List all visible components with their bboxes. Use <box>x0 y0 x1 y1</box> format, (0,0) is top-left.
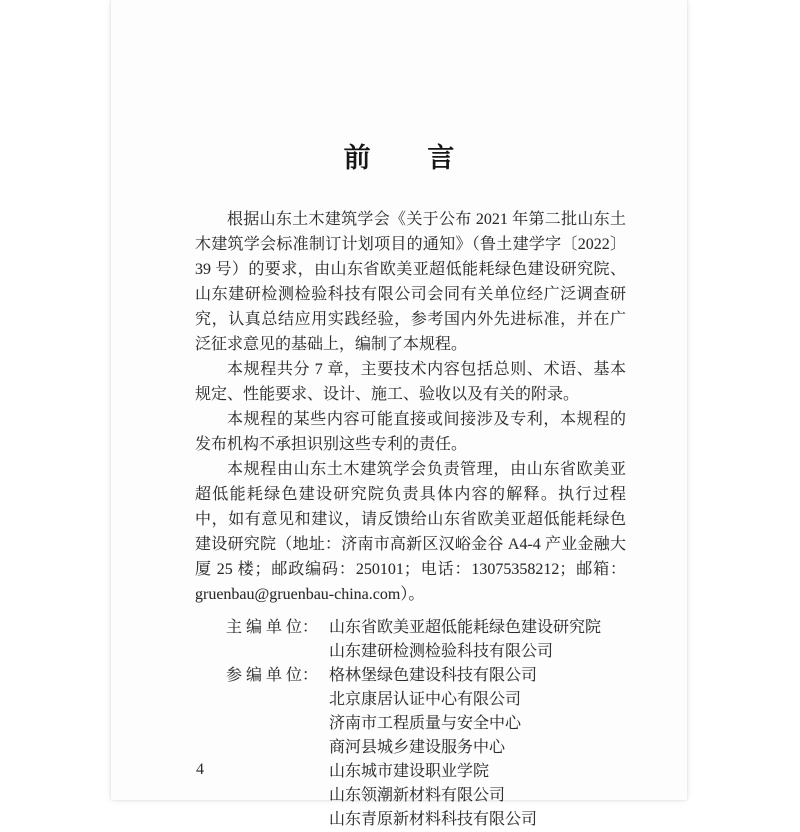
editor-org: 商河县城乡建设服务中心 <box>329 739 506 756</box>
foreword-paragraph-2: 本规程共分 7 章，主要技术内容包括总则、术语、基本规定、性能要求、设计、施工、验收以及有关的附录。 <box>195 361 626 403</box>
editor-org: 济南市工程质量与安全中心 <box>329 715 522 732</box>
page-number: 4 <box>196 761 204 778</box>
book-page <box>111 0 687 828</box>
editor-org: 北京康居认证中心有限公司 <box>329 691 522 708</box>
editor-org: 山东建研检测检验科技有限公司 <box>329 643 554 660</box>
participating-editors-label: 参 编 单 位： <box>226 667 319 684</box>
chief-editors-list <box>329 616 626 664</box>
participating-editors-list <box>329 664 626 832</box>
page-title: 前 言 <box>343 143 470 173</box>
foreword-body <box>195 207 626 832</box>
editor-org: 格林堡绿色建设科技有限公司 <box>329 667 538 684</box>
editor-org: 山东城市建设职业学院 <box>329 763 490 780</box>
editors-section <box>226 616 626 832</box>
foreword-paragraph-1: 根据山东土木建筑学会《关于公布 2021 年第二批山东土木建筑学会标准制订计划项目的通知》（鲁土建学字〔2022〕39 号）的要求，由山东省欧美亚超低能耗绿色建设研究院、山东建研检测检验科技有限公司会同有关单位经广泛调查研究，认真总结应用实践经验，参考国内外先进标准，并在广泛征求意见的基础上，编制了本规程。 <box>195 211 626 353</box>
foreword-paragraph-4: 本规程由山东土木建筑学会负责管理，由山东省欧美亚超低能耗绿色建设研究院负责具体内容的解释。执行过程中，如有意见和建议，请反馈给山东省欧美亚超低能耗绿色建设研究院（地址：济南市高新区汉峪金谷 A4-4 产业金融大厦 25 楼；邮政编码：250101；电话：13075358212；邮箱：gruenbau@gruenbau-china.com）。 <box>195 461 626 603</box>
editor-org: 山东青原新材料科技有限公司 <box>329 811 538 828</box>
chief-editors-row <box>226 616 626 664</box>
chief-editors-label: 主 编 单 位： <box>226 619 319 636</box>
foreword-paragraph-3: 本规程的某些内容可能直接或间接涉及专利，本规程的发布机构不承担识别这些专利的责任。 <box>195 411 626 453</box>
editor-org: 山东省欧美亚超低能耗绿色建设研究院 <box>329 619 602 636</box>
participating-editors-row <box>226 664 626 832</box>
editor-org: 山东领潮新材料有限公司 <box>329 787 506 804</box>
